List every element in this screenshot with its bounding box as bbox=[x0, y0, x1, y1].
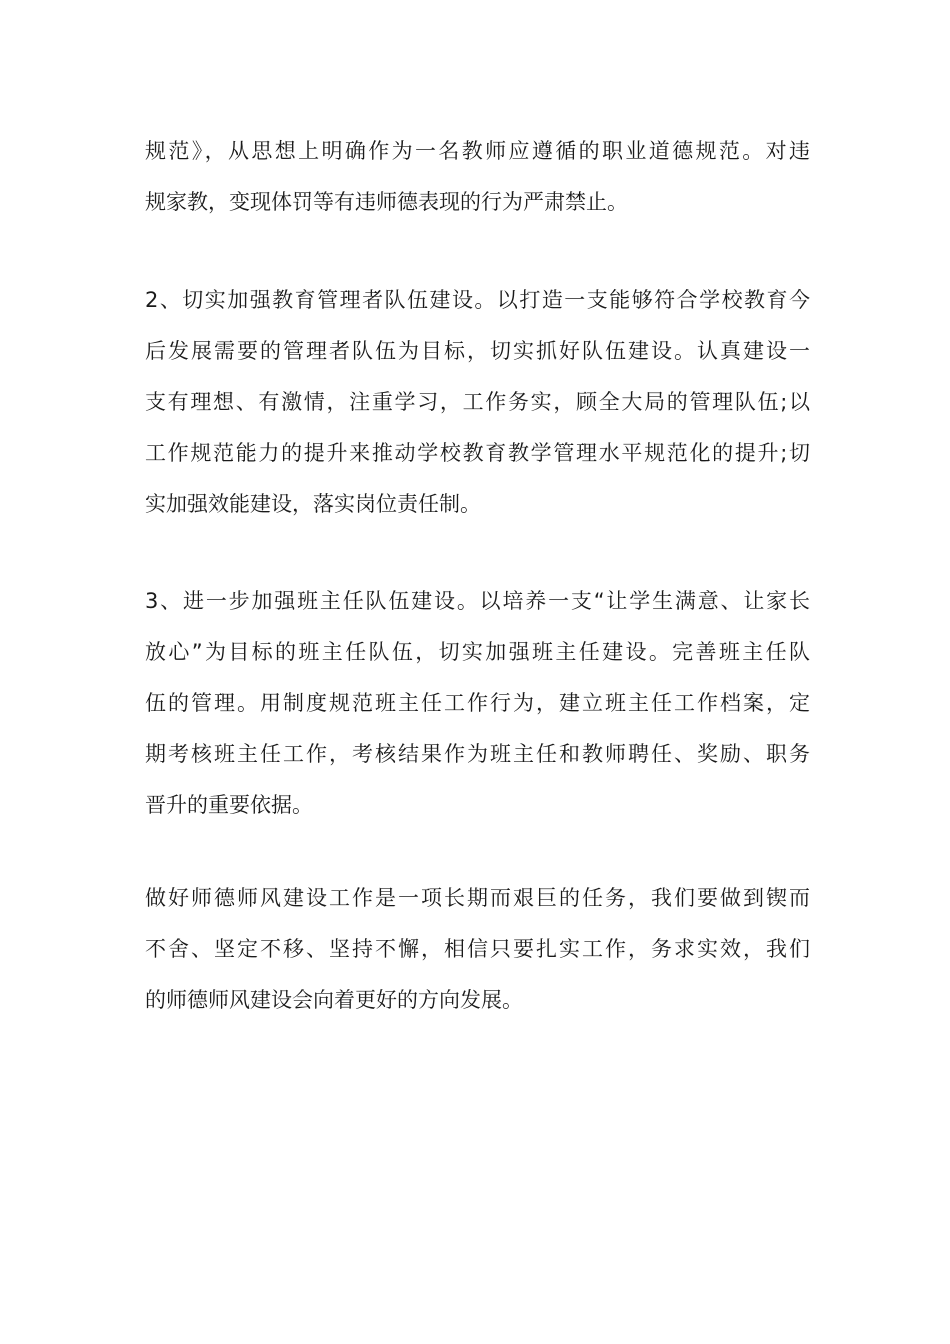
text-line: 工作规范能力的提升来推动学校教育教学管理水平规范化的提升;切 bbox=[145, 441, 810, 465]
paragraph-class-teacher-team bbox=[145, 576, 810, 831]
paragraph-code-of-conduct bbox=[145, 126, 810, 228]
text-line: 规家教，变现体罚等有违师德表现的行为严肃禁止。 bbox=[145, 190, 628, 214]
text-line: 的师德师风建设会向着更好的方向发展。 bbox=[145, 988, 523, 1012]
text-line: 实加强效能建设，落实岗位责任制。 bbox=[145, 492, 481, 516]
text-line: 后发展需要的管理者队伍为目标，切实抓好队伍建设。认真建设一 bbox=[145, 339, 810, 363]
text-line: 不舍、坚定不移、坚持不懈，相信只要扎实工作，务求实效，我们 bbox=[145, 937, 810, 961]
text-line: 3、进一步加强班主任队伍建设。以培养一支“让学生满意、让家长 bbox=[145, 589, 810, 613]
text-line: 晋升的重要依据。 bbox=[145, 793, 313, 817]
text-line: 规范》，从思想上明确作为一名教师应遵循的职业道德规范。对违 bbox=[145, 139, 810, 163]
text-line: 2、切实加强教育管理者队伍建设。以打造一支能够符合学校教育今 bbox=[145, 288, 810, 312]
paragraph-conclusion bbox=[145, 873, 810, 1026]
text-line: 放心”为目标的班主任队伍，切实加强班主任建设。完善班主任队 bbox=[145, 640, 810, 664]
text-line: 支有理想、有激情，注重学习，工作务实，顾全大局的管理队伍;以 bbox=[145, 390, 810, 414]
text-line: 做好师德师风建设工作是一项长期而艰巨的任务，我们要做到锲而 bbox=[145, 886, 810, 910]
text-line: 伍的管理。用制度规范班主任工作行为，建立班主任工作档案，定 bbox=[145, 691, 810, 715]
paragraph-management-team bbox=[145, 275, 810, 530]
text-line: 期考核班主任工作，考核结果作为班主任和教师聘任、奖励、职务 bbox=[145, 742, 810, 766]
